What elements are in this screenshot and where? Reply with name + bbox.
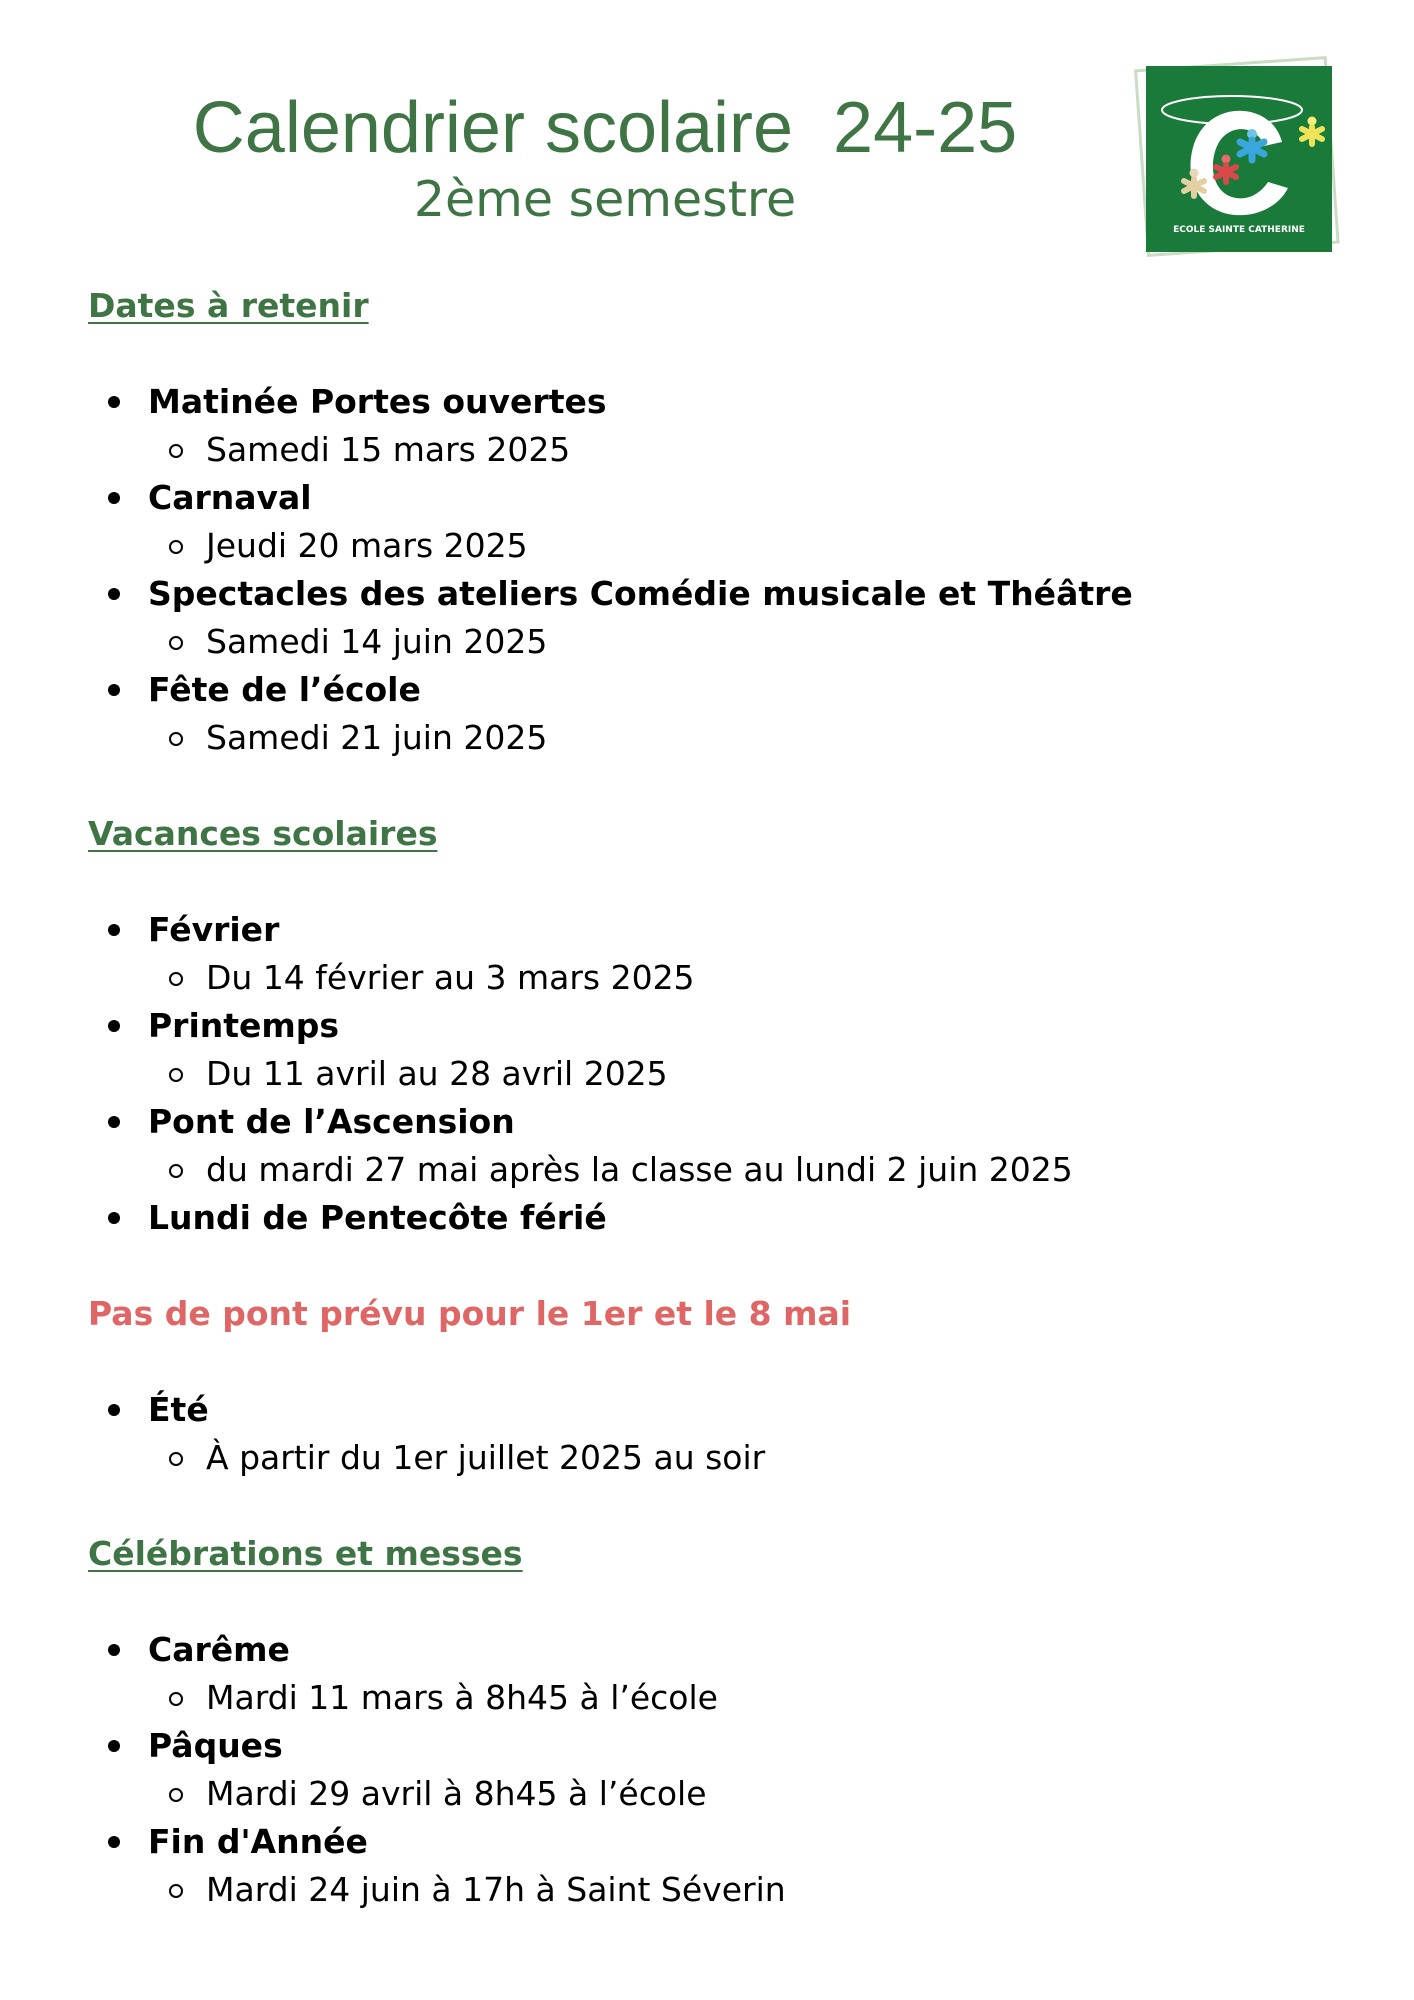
- bullet-icon: [108, 588, 120, 600]
- bullet-icon: [108, 1644, 120, 1656]
- bullet-icon: [108, 1836, 120, 1848]
- item-label: Février: [148, 910, 280, 949]
- circle-bullet-icon: [169, 972, 183, 986]
- sub-item: [88, 1050, 1338, 1098]
- item-detail: Jeudi 20 mars 2025: [206, 526, 528, 565]
- item-label: Printemps: [148, 1006, 340, 1045]
- item-label: Matinée Portes ouvertes: [148, 382, 607, 421]
- logo-text: ECOLE SAINTE CATHERINE: [1173, 225, 1305, 235]
- sub-item: [88, 1866, 1338, 1914]
- sub-item: [88, 522, 1338, 570]
- item-label: Pâques: [148, 1726, 283, 1765]
- item-detail: Samedi 14 juin 2025: [206, 622, 548, 661]
- bullet-icon: [108, 492, 120, 504]
- list-item: [88, 1386, 1338, 1434]
- page-title: Calendrier scolaire 24-25: [192, 88, 1018, 168]
- content: [88, 282, 1338, 1914]
- item-detail: Samedi 21 juin 2025: [206, 718, 548, 757]
- bullet-icon: [108, 684, 120, 696]
- celebrations-heading: Célébrations et messes: [88, 1534, 523, 1573]
- list-item: [88, 1098, 1338, 1146]
- sub-item: [88, 1674, 1338, 1722]
- sub-item: [88, 954, 1338, 1002]
- sub-item: [88, 426, 1338, 474]
- circle-bullet-icon: [169, 1788, 183, 1802]
- list-item: [88, 1626, 1338, 1674]
- bullet-icon: [108, 396, 120, 408]
- item-detail: Du 11 avril au 28 avril 2025: [206, 1054, 668, 1093]
- sub-item: [88, 618, 1338, 666]
- item-detail: Mardi 24 juin à 17h à Saint Séverin: [206, 1870, 786, 1909]
- list-item: [88, 1722, 1338, 1770]
- circle-bullet-icon: [169, 444, 183, 458]
- list-item: [88, 1818, 1338, 1866]
- sub-item: [88, 714, 1338, 762]
- school-logo: [1132, 54, 1342, 264]
- item-label: Carême: [148, 1630, 290, 1669]
- bullet-icon: [108, 924, 120, 936]
- circle-bullet-icon: [169, 1164, 183, 1178]
- page-subtitle: 2ème semestre: [413, 171, 797, 228]
- circle-bullet-icon: [169, 1068, 183, 1082]
- list-item: [88, 570, 1338, 618]
- celebrations-list: [88, 1626, 1338, 1914]
- circle-bullet-icon: [169, 1884, 183, 1898]
- dates-heading: Dates à retenir: [88, 286, 369, 325]
- item-label: Lundi de Pentecôte férié: [148, 1198, 607, 1237]
- sub-item: [88, 1434, 1338, 1482]
- circle-bullet-icon: [169, 636, 183, 650]
- item-label: Fête de l’école: [148, 670, 421, 709]
- list-item: [88, 906, 1338, 954]
- bullet-icon: [108, 1020, 120, 1032]
- summer-list: [88, 1386, 1338, 1482]
- circle-bullet-icon: [169, 540, 183, 554]
- item-label: Spectacles des ateliers Comédie musicale et Théâtre: [148, 574, 1133, 613]
- bullet-icon: [108, 1740, 120, 1752]
- bullet-icon: [108, 1404, 120, 1416]
- bullet-icon: [108, 1116, 120, 1128]
- list-item: [88, 1002, 1338, 1050]
- item-detail: du mardi 27 mai après la classe au lundi 2 juin 2025: [206, 1150, 1073, 1189]
- item-detail: À partir du 1er juillet 2025 au soir: [206, 1438, 766, 1477]
- item-label: Été: [148, 1390, 209, 1429]
- item-detail: Du 14 février au 3 mars 2025: [206, 958, 695, 997]
- list-item: [88, 666, 1338, 714]
- dates-list: [88, 378, 1338, 762]
- bullet-icon: [108, 1212, 120, 1224]
- list-item: [88, 378, 1338, 426]
- vacances-heading: Vacances scolaires: [88, 814, 438, 853]
- item-label: Fin d'Année: [148, 1822, 368, 1861]
- sub-item: [88, 1146, 1338, 1194]
- circle-bullet-icon: [169, 1692, 183, 1706]
- item-detail: Mardi 29 avril à 8h45 à l’école: [206, 1774, 707, 1813]
- item-label: Pont de l’Ascension: [148, 1102, 515, 1141]
- item-detail: Samedi 15 mars 2025: [206, 430, 571, 469]
- circle-bullet-icon: [169, 1452, 183, 1466]
- list-item: [88, 474, 1338, 522]
- list-item: [88, 1194, 1338, 1242]
- item-label: Carnaval: [148, 478, 312, 517]
- vacances-list: [88, 906, 1338, 1242]
- circle-bullet-icon: [169, 732, 183, 746]
- notice-text: Pas de pont prévu pour le 1er et le 8 mai: [88, 1294, 852, 1333]
- item-detail: Mardi 11 mars à 8h45 à l’école: [206, 1678, 718, 1717]
- sub-item: [88, 1770, 1338, 1818]
